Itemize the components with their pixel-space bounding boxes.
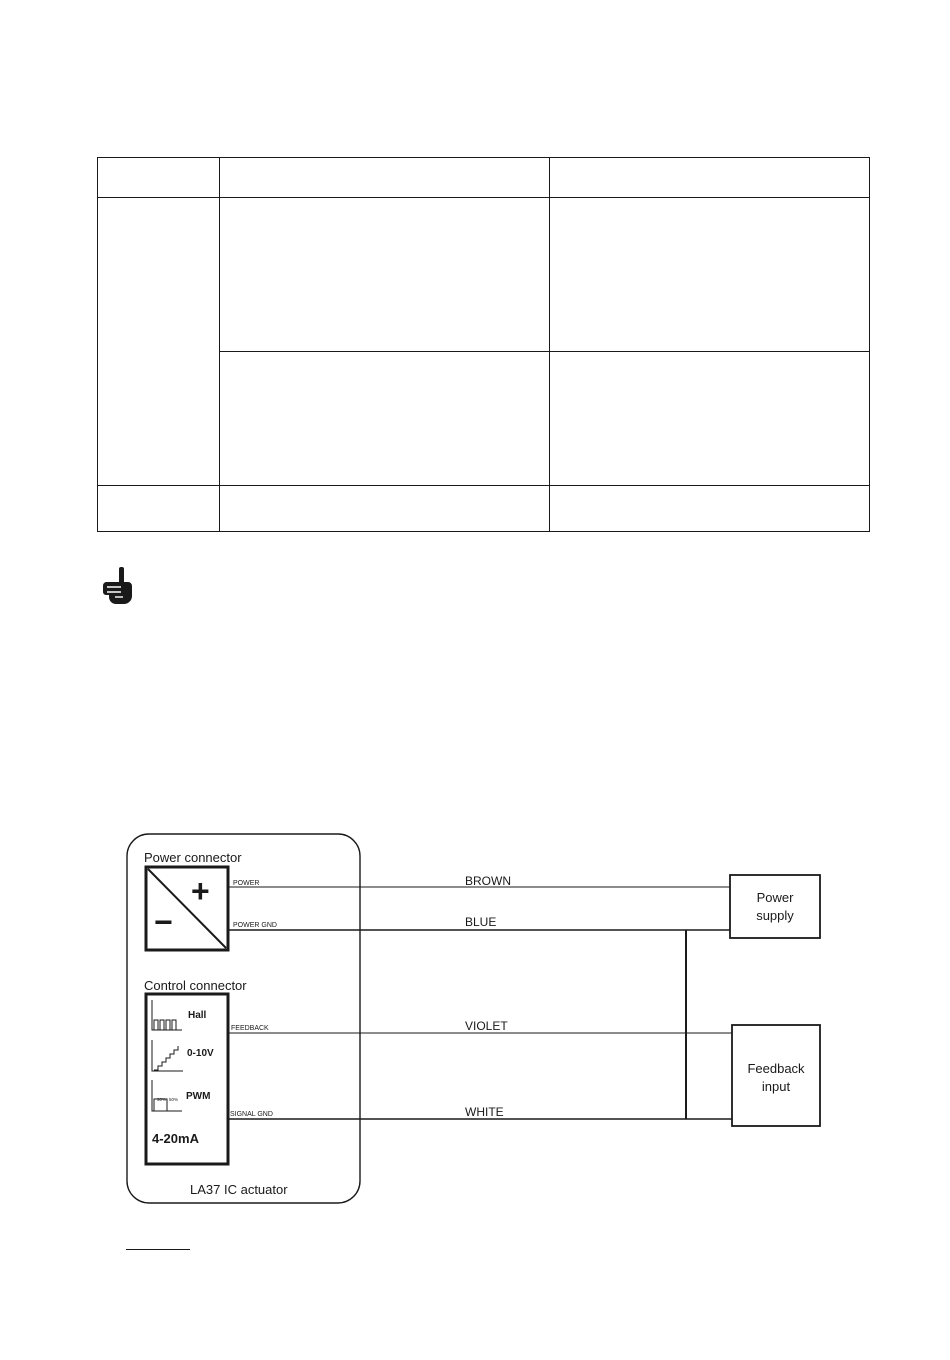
voltage-signal-icon <box>152 1040 183 1071</box>
pwm-duty-left: 50% <box>157 1097 167 1102</box>
control-connector-label: Control connector <box>144 978 247 993</box>
pin-feedback: FEEDBACK <box>231 1025 269 1032</box>
power-supply-box <box>730 875 820 938</box>
power-connector-label: Power connector <box>144 850 242 865</box>
pwm-label: PWM <box>186 1091 211 1102</box>
pwm-duty-right: 50% <box>169 1097 179 1102</box>
minus-symbol: − <box>154 904 173 940</box>
pin-power-gnd: POWER GND <box>233 922 277 929</box>
pin-power: POWER <box>233 880 260 887</box>
actuator-label: LA37 IC actuator <box>190 1182 288 1197</box>
pin-signal-gnd: SIGNAL GND <box>230 1111 273 1118</box>
power-supply-line1: Power <box>756 890 794 905</box>
actuator-outline <box>127 834 360 1203</box>
hall-label: Hall <box>188 1010 207 1021</box>
feedback-input-line1: Feedback <box>747 1061 805 1076</box>
power-supply-line2: supply <box>756 908 794 923</box>
wire-label-white: WHITE <box>465 1105 504 1119</box>
wire-label-brown: BROWN <box>465 874 511 888</box>
footnote-rule <box>126 1249 190 1250</box>
wire-label-blue: BLUE <box>465 915 497 929</box>
voltage-label: 0-10V <box>187 1048 214 1059</box>
current-loop-label: 4-20mA <box>152 1131 199 1146</box>
plus-symbol: + <box>191 873 210 909</box>
wire-label-violet: VIOLET <box>465 1019 508 1033</box>
pwm-signal-icon <box>152 1080 182 1111</box>
hall-signal-icon <box>152 1000 182 1030</box>
feedback-input-line2: input <box>761 1079 791 1094</box>
